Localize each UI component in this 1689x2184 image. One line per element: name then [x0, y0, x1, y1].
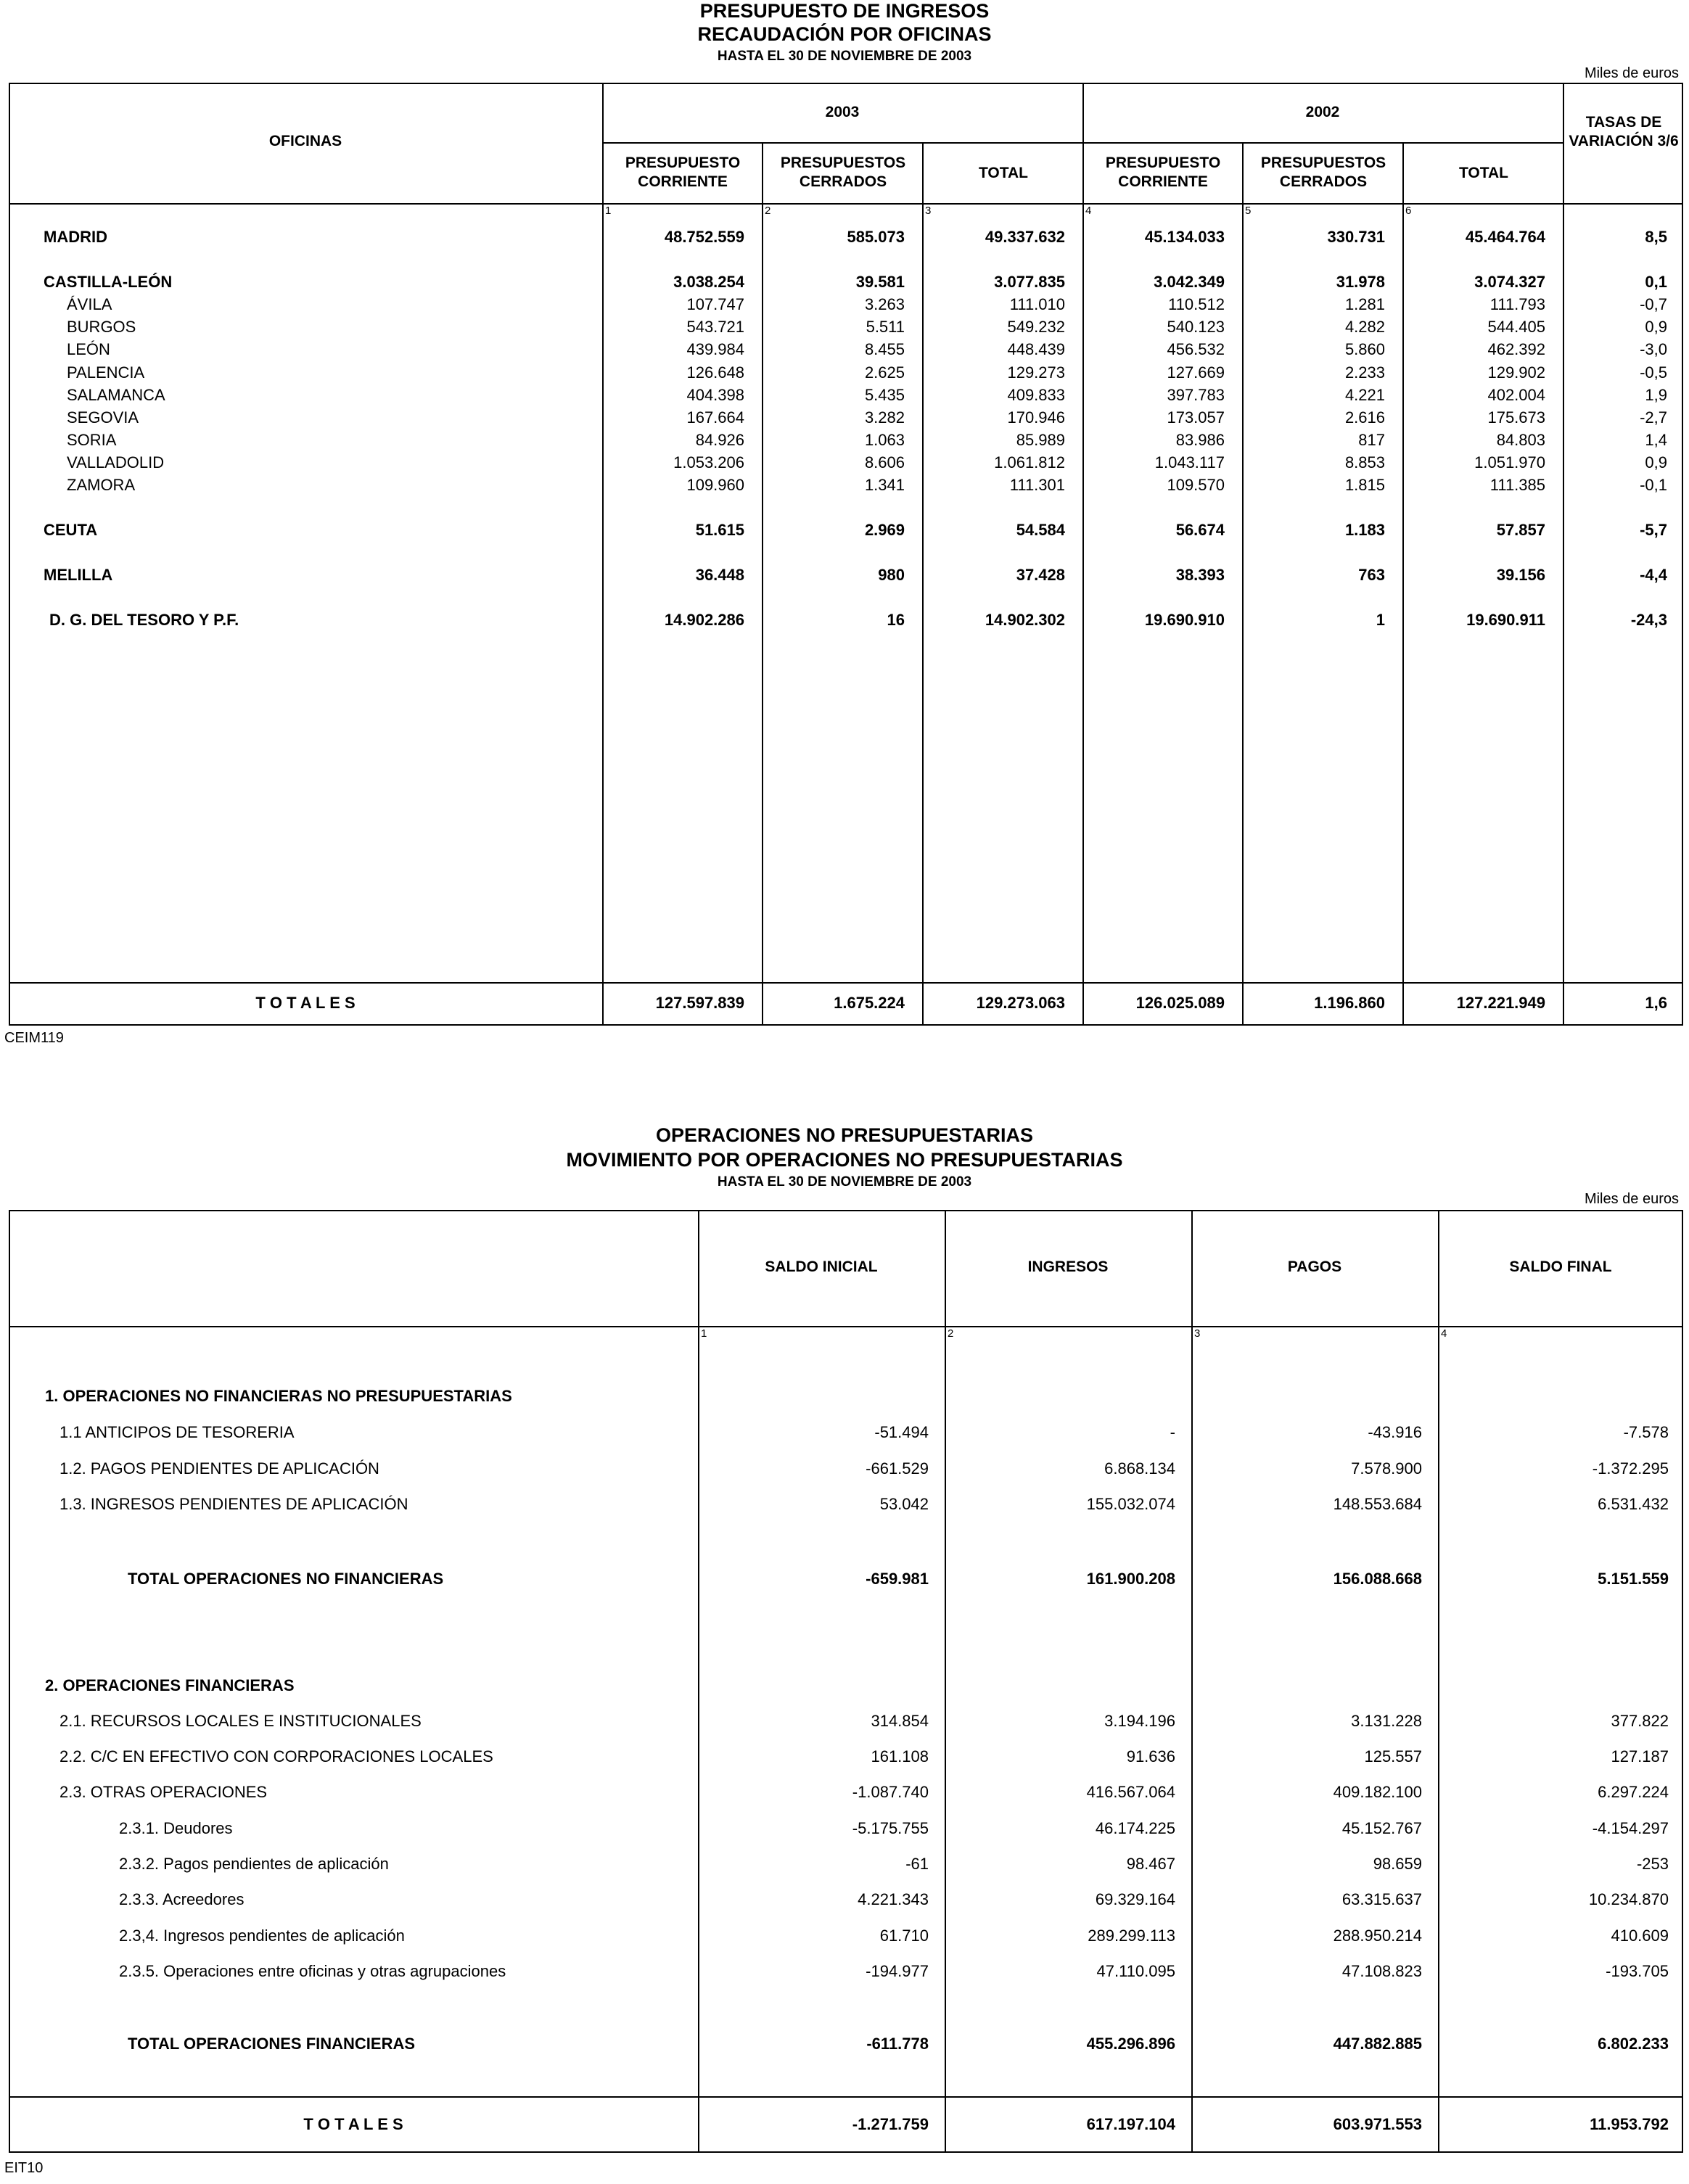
s1-cell: 2.969 — [864, 521, 905, 539]
s1-row — [0, 362, 1689, 384]
s1-cell: 51.615 — [695, 521, 744, 539]
s1-cell: 549.232 — [1007, 318, 1065, 336]
s1-row-label: MADRID — [44, 228, 107, 246]
s2-cell: -661.529 — [866, 1459, 929, 1478]
s2-cell: 410.609 — [1611, 1927, 1669, 1945]
s2-cell: 47.110.095 — [1096, 1962, 1175, 1980]
s1-row-label: BURGOS — [67, 318, 136, 336]
s2-cell: 7.578.900 — [1351, 1459, 1422, 1478]
s2-cell: 289.299.113 — [1088, 1927, 1175, 1945]
s1-cell: 462.392 — [1487, 340, 1545, 358]
s1-totals-row — [0, 992, 1689, 1014]
s2-cell: 3.131.228 — [1351, 1712, 1422, 1730]
s1-cell: 14.902.286 — [664, 611, 744, 629]
s1-cell: 110.512 — [1168, 295, 1225, 313]
s1-cell: 83.986 — [1175, 431, 1225, 449]
s2-row-label: 2.2. C/C EN EFECTIVO CON CORPORACIONES LOCALES — [59, 1747, 493, 1765]
s1-cell: 129.273 — [1007, 363, 1065, 382]
s1-row-label: CEUTA — [44, 521, 98, 539]
s1-cell: 84.926 — [695, 431, 744, 449]
s1-header-col4: PRESUPUESTO CORRIENTE — [1105, 154, 1221, 190]
s2-cell: 47.108.823 — [1341, 1962, 1422, 1980]
s1-cell: 170.946 — [1007, 408, 1065, 427]
s1-row — [0, 384, 1689, 406]
s1-cell: 56.674 — [1175, 521, 1225, 539]
s1-total-cell: 1.196.860 — [1314, 994, 1385, 1012]
s1-cell: 3.038.254 — [673, 273, 744, 291]
s2-cell: -193.705 — [1606, 1962, 1669, 1980]
s1-cell: 45.134.033 — [1144, 228, 1225, 246]
s1-cell: 409.833 — [1007, 386, 1065, 404]
s1-cell: 0,9 — [1645, 453, 1667, 471]
s2-cell: 3.194.196 — [1104, 1712, 1175, 1730]
s2-cell: 6.802.233 — [1598, 2035, 1669, 2053]
s1-cell: 817 — [1358, 431, 1385, 449]
s2-row-label: TOTAL OPERACIONES FINANCIERAS — [128, 2035, 416, 2053]
s1-row-label: ÁVILA — [67, 295, 112, 313]
s2-cell: 46.174.225 — [1095, 1819, 1175, 1837]
s1-cell: 5.511 — [866, 318, 905, 336]
s1-row-label: CASTILLA-LEÓN — [44, 273, 173, 291]
s1-row — [0, 316, 1689, 338]
s1-total-cell: 1,6 — [1645, 994, 1667, 1012]
s2-cell: 416.567.064 — [1086, 1783, 1175, 1801]
s2-cell: -61 — [905, 1855, 929, 1873]
s1-cell: 0,1 — [1645, 273, 1667, 291]
s1-colnum-5: 5 — [1245, 205, 1252, 217]
s1-cell: 3.074.327 — [1474, 273, 1545, 291]
s2-row-label: 2.3.1. Deudores — [119, 1819, 233, 1837]
s2-cell: - — [1170, 1423, 1175, 1441]
s1-header-oficinas: OFICINAS — [268, 133, 342, 149]
s2-cell: 91.636 — [1126, 1747, 1175, 1765]
s1-cell: 107.747 — [686, 295, 744, 313]
s2-cell: -5.175.755 — [852, 1819, 929, 1837]
s1-total-cell: 126.025.089 — [1135, 994, 1225, 1012]
s1-row-label: SALAMANCA — [67, 386, 165, 404]
s1-cell: -24,3 — [1630, 611, 1667, 629]
s2-cell: 288.950.214 — [1333, 1927, 1422, 1945]
s2-row — [0, 1568, 1689, 1590]
s2-cell: 155.032.074 — [1086, 1495, 1175, 1513]
s2-cell: 409.182.100 — [1333, 1783, 1422, 1801]
s2-row-label: 1.2. PAGOS PENDIENTES DE APLICACIÓN — [59, 1459, 379, 1478]
s1-cell: 1.053.206 — [673, 453, 744, 471]
s1-cell: -5,7 — [1640, 521, 1667, 539]
s1-row — [0, 474, 1689, 496]
s1-cell: 48.752.559 — [664, 228, 744, 246]
s2-cell: 4.221.343 — [858, 1890, 929, 1908]
s1-cell: 39.581 — [855, 273, 905, 291]
s2-code: EIT10 — [4, 2160, 44, 2176]
s2-row-label: 1.3. INGRESOS PENDIENTES DE APLICACIÓN — [59, 1495, 408, 1513]
s1-title: PRESUPUESTO DE INGRESOS — [699, 0, 990, 22]
s1-cell: 5.860 — [1344, 340, 1385, 358]
s1-row — [0, 429, 1689, 451]
s2-cell: 6.297.224 — [1598, 1783, 1669, 1801]
s1-colnum-4: 4 — [1085, 205, 1092, 217]
s1-cell: 45.464.764 — [1465, 228, 1545, 246]
s1-row — [0, 226, 1689, 248]
s1-cell: 126.648 — [686, 363, 744, 382]
s2-cell: 5.151.559 — [1598, 1570, 1669, 1588]
s1-cell: 543.721 — [686, 318, 744, 336]
s2-cell: 377.822 — [1611, 1712, 1669, 1730]
s2-subtitle: MOVIMIENTO POR OPERACIONES NO PRESUPUESTARIAS — [566, 1149, 1123, 1171]
s2-row — [0, 1385, 1689, 1407]
s1-cell: 85.989 — [1016, 431, 1065, 449]
s2-totals-label: T O T A L E S — [303, 2115, 403, 2133]
s1-cell: 404.398 — [686, 386, 744, 404]
s1-cell: 1.051.970 — [1474, 453, 1545, 471]
s1-cell: -2,7 — [1640, 408, 1667, 427]
s1-colnum-3: 3 — [925, 205, 932, 217]
s1-cell: 3.263 — [864, 295, 905, 313]
s1-cell: 3.042.349 — [1154, 273, 1225, 291]
s1-cell: 14.902.302 — [985, 611, 1065, 629]
s2-row-label: 2.3.5. Operaciones entre oficinas y otras agrupaciones — [119, 1962, 506, 1980]
s1-units: Miles de euros — [1584, 65, 1679, 81]
s2-row — [0, 1675, 1689, 1697]
s1-cell: 3.077.835 — [994, 273, 1065, 291]
s2-row-label: 1.1 ANTICIPOS DE TESORERIA — [59, 1423, 295, 1441]
s2-cell: 161.108 — [871, 1747, 929, 1765]
s2-cell: -1.372.295 — [1592, 1459, 1669, 1478]
s1-cell: 1,9 — [1645, 386, 1667, 404]
s1-cell: 402.004 — [1487, 386, 1545, 404]
s1-row-label: D. G. DEL TESORO Y P.F. — [49, 611, 239, 629]
s1-cell: 109.960 — [686, 476, 744, 494]
s2-cell: 314.854 — [871, 1712, 929, 1730]
s2-period: HASTA EL 30 DE NOVIEMBRE DE 2003 — [717, 1174, 972, 1190]
s1-cell: 4.221 — [1344, 386, 1385, 404]
s1-cell: -0,1 — [1640, 476, 1667, 494]
s1-cell: 544.405 — [1487, 318, 1545, 336]
s1-row — [0, 339, 1689, 360]
s1-subtitle: RECAUDACIÓN POR OFICINAS — [697, 23, 992, 45]
s1-header-year-2003: 2003 — [825, 104, 860, 120]
s1-total-cell: 129.273.063 — [976, 994, 1065, 1012]
s1-cell: 397.783 — [1167, 386, 1225, 404]
s1-cell: 763 — [1358, 566, 1385, 584]
s2-row — [0, 1889, 1689, 1911]
s2-total-cell: 617.197.104 — [1086, 2115, 1175, 2133]
s1-row — [0, 564, 1689, 586]
s2-total-cell: 603.971.553 — [1333, 2115, 1422, 2133]
s1-cell: 8.606 — [864, 453, 905, 471]
s2-row — [0, 1925, 1689, 1947]
s2-row-label: 2.3. OTRAS OPERACIONES — [59, 1783, 268, 1801]
s1-cell: 111.301 — [1009, 476, 1065, 494]
s1-cell: 1.815 — [1344, 476, 1385, 494]
s1-cell: 111.010 — [1009, 295, 1065, 313]
s1-row-label: LEÓN — [67, 340, 110, 358]
s1-cell: 111.385 — [1489, 476, 1545, 494]
s1-row-label: SORIA — [67, 431, 117, 449]
s1-cell: 0,9 — [1645, 318, 1667, 336]
s2-cell: -194.977 — [866, 1962, 929, 1980]
s2-row-label: 1. OPERACIONES NO FINANCIERAS NO PRESUPUESTARIAS — [45, 1387, 512, 1405]
s2-title: OPERACIONES NO PRESUPUESTARIAS — [655, 1124, 1034, 1146]
s1-cell: 109.570 — [1167, 476, 1225, 494]
s2-row — [0, 1710, 1689, 1732]
s2-row — [0, 2033, 1689, 2055]
s2-cell: 6.531.432 — [1598, 1495, 1669, 1513]
s1-header-col5: PRESUPUESTOS CERRADOS — [1260, 154, 1386, 190]
s1-row — [0, 609, 1689, 631]
s1-cell: 8.853 — [1344, 453, 1385, 471]
s2-row-label: 2.3.3. Acreedores — [119, 1890, 244, 1908]
s1-cell: 2.233 — [1344, 363, 1385, 382]
s1-cell: 2.625 — [864, 363, 905, 382]
s2-header-ingresos: INGRESOS — [1027, 1258, 1109, 1275]
s1-row — [0, 519, 1689, 541]
s1-cell: 540.123 — [1167, 318, 1225, 336]
s1-row — [0, 407, 1689, 429]
s2-cell: 455.296.896 — [1086, 2035, 1175, 2053]
s1-cell: 127.669 — [1167, 363, 1225, 382]
s1-cell: 31.978 — [1336, 273, 1385, 291]
s1-cell: 39.156 — [1496, 566, 1545, 584]
s2-header-saldo-final: SALDO FINAL — [1509, 1258, 1612, 1275]
s2-row — [0, 1781, 1689, 1803]
s1-row — [0, 271, 1689, 293]
s2-total-cell: -1.271.759 — [852, 2115, 929, 2133]
s1-cell: 1.341 — [864, 476, 905, 494]
s1-header-col2: PRESUPUESTOS CERRADOS — [780, 154, 906, 190]
s1-cell: 19.690.910 — [1144, 611, 1225, 629]
s2-cell: -7.578 — [1623, 1423, 1669, 1441]
s1-header-tasas: TASAS DE VARIACIÓN 3/6 — [1569, 114, 1679, 149]
s2-cell: 161.900.208 — [1086, 1570, 1175, 1588]
s2-cell: -43.916 — [1368, 1423, 1422, 1441]
s2-cell: -659.981 — [866, 1570, 929, 1588]
s2-colnum-3: 3 — [1194, 1327, 1201, 1340]
s2-cell: 10.234.870 — [1588, 1890, 1669, 1908]
s1-header-col1: PRESUPUESTO CORRIENTE — [625, 154, 741, 190]
s1-cell: 448.439 — [1007, 340, 1065, 358]
s1-row — [0, 452, 1689, 474]
s1-cell: 3.282 — [864, 408, 905, 427]
s2-row-label: 2.3,4. Ingresos pendientes de aplicación — [119, 1927, 405, 1945]
s2-totals-row — [0, 2114, 1689, 2135]
s2-row — [0, 1818, 1689, 1839]
s1-cell: 980 — [878, 566, 905, 584]
s1-row-label: PALENCIA — [67, 363, 145, 382]
s1-totals-label: T O T A L E S — [255, 994, 356, 1012]
s1-total-cell: 127.597.839 — [655, 994, 744, 1012]
s1-cell: 1 — [1376, 611, 1385, 629]
s1-row-label: MELILLA — [44, 566, 113, 584]
s1-cell: -0,7 — [1640, 295, 1667, 313]
s1-period: HASTA EL 30 DE NOVIEMBRE DE 2003 — [717, 49, 972, 64]
s2-header-saldo-inicial: SALDO INICIAL — [765, 1258, 878, 1275]
s2-cell: 63.315.637 — [1341, 1890, 1422, 1908]
s2-cell: 98.467 — [1126, 1855, 1175, 1873]
s1-cell: 1.061.812 — [994, 453, 1065, 471]
s1-table-frame — [9, 83, 1683, 1026]
s2-cell: 156.088.668 — [1333, 1570, 1422, 1588]
s1-cell: 16 — [887, 611, 905, 629]
s1-row-label: SEGOVIA — [67, 408, 139, 427]
s1-cell: 1.183 — [1344, 521, 1385, 539]
s1-cell: 129.902 — [1487, 363, 1545, 382]
s1-cell: -0,5 — [1640, 363, 1667, 382]
s1-cell: 36.448 — [695, 566, 744, 584]
s2-colnum-4: 4 — [1441, 1327, 1447, 1340]
s2-cell: -1.087.740 — [852, 1783, 929, 1801]
s1-cell: 111.793 — [1489, 295, 1545, 313]
s1-cell: 2.616 — [1344, 408, 1385, 427]
s1-cell: 57.857 — [1496, 521, 1545, 539]
s1-cell: 54.584 — [1016, 521, 1065, 539]
s2-row — [0, 1961, 1689, 1982]
s2-row — [0, 1422, 1689, 1443]
s1-code: CEIM119 — [4, 1030, 64, 1046]
s2-total-cell: 11.953.792 — [1590, 2115, 1669, 2133]
s2-cell: 69.329.164 — [1095, 1890, 1175, 1908]
s2-cell: 125.557 — [1364, 1747, 1422, 1765]
s1-cell: 84.803 — [1496, 431, 1545, 449]
s1-cell: 167.664 — [686, 408, 744, 427]
s1-cell: 19.690.911 — [1466, 611, 1545, 629]
s2-cell: 6.868.134 — [1104, 1459, 1175, 1478]
s1-cell: 585.073 — [847, 228, 905, 246]
s2-cell: 45.152.767 — [1341, 1819, 1422, 1837]
s2-row-label: 2.1. RECURSOS LOCALES E INSTITUCIONALES — [59, 1712, 422, 1730]
s2-cell: 53.042 — [879, 1495, 929, 1513]
s2-units: Miles de euros — [1584, 1191, 1679, 1207]
s1-cell: 38.393 — [1175, 566, 1225, 584]
s1-cell: 1.281 — [1344, 295, 1385, 313]
s1-row-label: VALLADOLID — [67, 453, 165, 471]
s1-row-label: ZAMORA — [67, 476, 136, 494]
s1-cell: 439.984 — [686, 340, 744, 358]
s1-cell: 1.063 — [864, 431, 905, 449]
s2-row — [0, 1746, 1689, 1768]
s1-cell: -4,4 — [1640, 566, 1667, 584]
s1-cell: -3,0 — [1640, 340, 1667, 358]
s2-cell: 127.187 — [1611, 1747, 1669, 1765]
s2-row-label: 2.3.2. Pagos pendientes de aplicación — [119, 1855, 389, 1873]
s1-row — [0, 294, 1689, 316]
s2-cell: 447.882.885 — [1333, 2035, 1422, 2053]
s2-cell: 61.710 — [879, 1927, 929, 1945]
s1-colnum-6: 6 — [1405, 205, 1412, 217]
s2-cell: -51.494 — [874, 1423, 929, 1441]
s1-header-col6: TOTAL — [1458, 165, 1509, 181]
s1-colnum-2: 2 — [765, 205, 771, 217]
s1-cell: 173.057 — [1167, 408, 1225, 427]
s2-colnum-2: 2 — [948, 1327, 954, 1340]
s1-cell: 1.043.117 — [1154, 453, 1225, 471]
s1-header-year-2002: 2002 — [1305, 104, 1340, 120]
s1-header-col3: TOTAL — [978, 165, 1029, 181]
s1-cell: 37.428 — [1016, 566, 1065, 584]
s2-cell: -253 — [1636, 1855, 1669, 1873]
s2-colnum-1: 1 — [701, 1327, 707, 1340]
s1-cell: 8.455 — [864, 340, 905, 358]
s2-row-label: 2. OPERACIONES FINANCIERAS — [45, 1676, 295, 1694]
s1-cell: 5.435 — [864, 386, 905, 404]
s2-row — [0, 1458, 1689, 1480]
s1-cell: 175.673 — [1487, 408, 1545, 427]
s2-row — [0, 1853, 1689, 1875]
s1-colnum-1: 1 — [605, 205, 612, 217]
s2-row — [0, 1493, 1689, 1515]
s2-cell: 98.659 — [1373, 1855, 1422, 1873]
s2-cell: -611.778 — [866, 2035, 929, 2053]
s2-row-label: TOTAL OPERACIONES NO FINANCIERAS — [128, 1570, 444, 1588]
s2-cell: 148.553.684 — [1333, 1495, 1422, 1513]
s1-total-cell: 127.221.949 — [1456, 994, 1545, 1012]
s1-cell: 456.532 — [1167, 340, 1225, 358]
s2-cell: -4.154.297 — [1592, 1819, 1669, 1837]
s1-cell: 49.337.632 — [985, 228, 1065, 246]
s2-header-pagos: PAGOS — [1287, 1258, 1342, 1275]
s1-cell: 4.282 — [1344, 318, 1385, 336]
s1-cell: 8,5 — [1645, 228, 1667, 246]
s1-cell: 1,4 — [1645, 431, 1667, 449]
s1-total-cell: 1.675.224 — [834, 994, 905, 1012]
s1-cell: 330.731 — [1327, 228, 1385, 246]
